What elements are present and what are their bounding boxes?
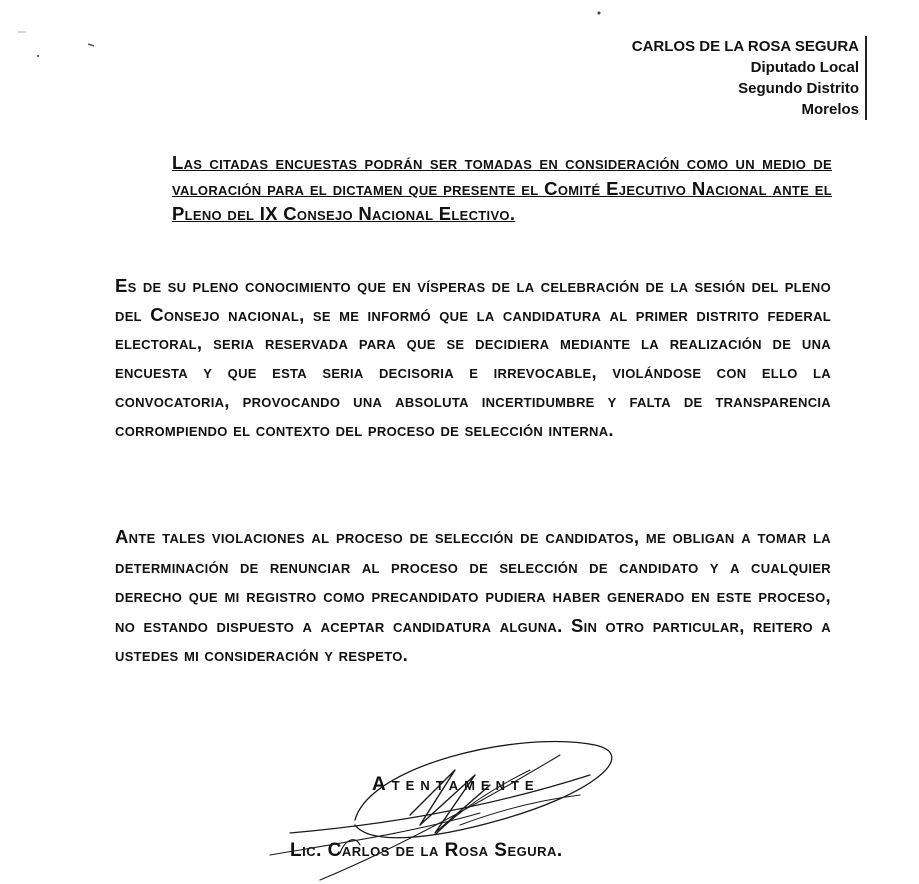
paragraph-context: Es de su pleno conocimiento que en vísperas de la celebración de la sesión del pleno del Consejo nacional, se me informó que la candidatura al primer distrito federal electoral, seria reservada para que se decidiera mediante la realización de una encuesta y que esta seria decisoria e irrevocable, violándose con ello la convocatoria, provocando una absoluta incertidumbre y falta de transparencia corrompiendo el contexto del proceso de selección interna. bbox=[115, 275, 831, 440]
letterhead-state: Morelos bbox=[801, 101, 859, 118]
signer-name: Lic. Carlos de la Rosa Segura. bbox=[290, 840, 563, 861]
closing-salutation: Atentamente bbox=[372, 774, 540, 795]
paragraph-quoted: Las citadas encuestas podrán ser tomadas en consideración como un medio de valoración para el dictamen que presente el Comité Ejecutivo Nacional ante el Pleno del IX Consejo Nacional Electivo. bbox=[172, 152, 832, 224]
letterhead-name: CARLOS DE LA ROSA SEGURA bbox=[631, 38, 859, 55]
letterhead-role: Diputado Local bbox=[750, 59, 859, 76]
paragraph-resignation: Ante tales violaciones al proceso de selección de candidatos, me obligan a tomar la determinación de renunciar al proceso de selección de candidato y a cualquier derecho que mi registro como precandidato pudiera haber generado en este proceso, no estando dispuesto a aceptar candidatura alguna. Sin otro particular, reitero a ustedes mi consideración y respeto. bbox=[115, 526, 831, 665]
letterhead bbox=[632, 36, 867, 120]
letterhead-district: Segundo Distrito bbox=[738, 80, 859, 97]
